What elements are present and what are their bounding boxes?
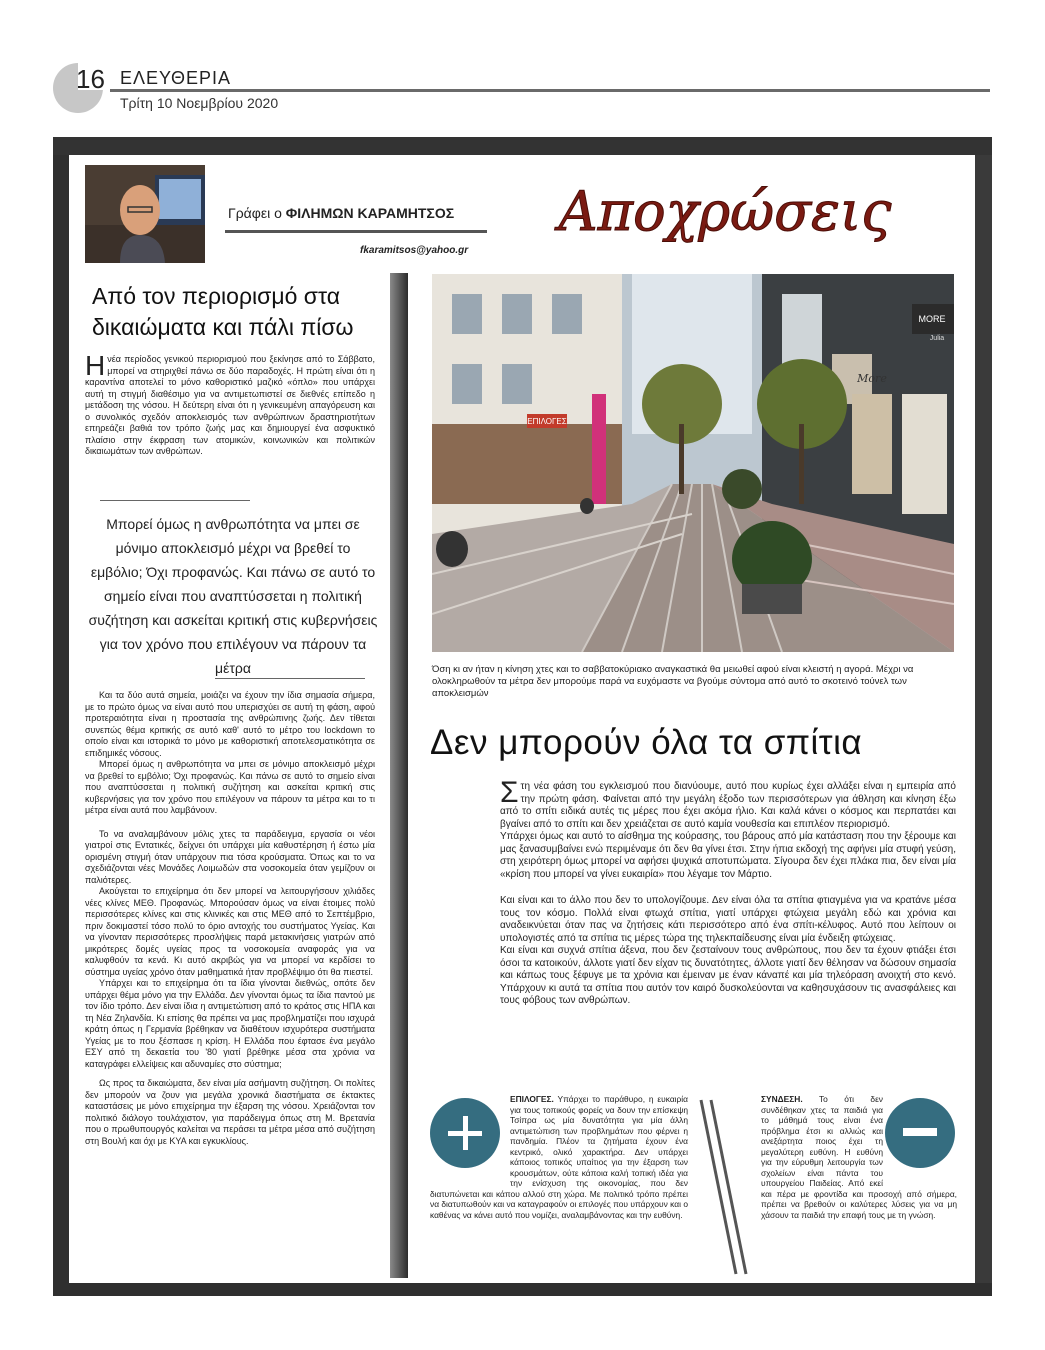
byline-prefix: Γράφει ο [228, 205, 286, 221]
separator [215, 678, 365, 679]
article1-body [85, 690, 375, 1147]
article2-paragraph-4: Και είναι και συχνά σπίτια άξενα, που δεν ζεσταίνουν τους ανθρώπους, που δεν τα έχουν φτιάξει έτσι όσοι τα κατοικούν, άλλοτε γιατί δεν είχαν τις δυνατότητες, άλλοτε γιατί δεν θέλησαν να δώσουν σημασία και κάπως τους ξέφυγε με τα χρόνια και έμειναν με έναν κάναπέ και μία τηλεόραση ανοιχτή στο κενό. Υπάρχουν κι αυτά τα σπίτια που αυτόν τον καιρό δυσκολεύονται να καθησυχάσουν τις ανασφάλειες και τους φόβους των ανθρώπων. [500, 945, 956, 1006]
article1-title-line2: δικαιώματα και πάλι πίσω [92, 314, 354, 340]
author-photo [85, 165, 205, 263]
right-frame-bar [975, 155, 992, 1295]
article1-title-line1: Από τον περιορισμό στα [92, 283, 341, 309]
paragraph-spacer [85, 817, 375, 829]
shop-sign: ΕΠΙΛΟΓΕΣ [527, 417, 567, 426]
article1-lead-text: νέα περίοδος γενικού περιορισμού που ξεκίνησε από το Σάββατο, μπορεί να στηριχθεί πάνω σε δύο παραδοχές. Η πρώτη είναι ότι η καραντίνα αποτελεί το μόνο καθοριστικό μαζικό «όπλο» που υπάρχει αυτή τη στιγμή διαθέσιμο για να αντιμετωπιστεί σε διεθνές επίπεδο η μετάδοση της νόσου. Η δεύτερη είναι ότι η γενικευμένη απαγόρευση και ο συνολικός σχεδόν αποκλεισμός των ανθρώπινων δραστηριοτήτων επηρεάζει βαθιά τον τρόπο ζωής μας και δημιουργεί ένα ασφυκτικό πλαίσιο στην έκφραση των ατομικών, κοινωνικών και πολιτικών δικαιωμάτων των ανθρώπων. [85, 354, 375, 456]
minus-box-text: Το ότι δεν συνδέθηκαν χτες τα παιδιά για το μάθημά τους είναι ένα πρόβλημα έτσι κι αλλιώς και ανεξάρτητα ποιος έχει τη μεγαλύτερη ευθύνη. Η ευθύνη για την εύρυθμη λειτουργία των σχολείων είναι πάντα του υπουργείου Παιδείας. Από εκεί και πέρα με φροντίδα και προσοχή από σήμερα, πρέπει να βρεθούν οι καλύτερες λύσεις για να μη χάσουν τα παιδιά την επαφή τους με τη γνώση. [761, 1094, 957, 1220]
byline [228, 205, 454, 221]
article1-lead [85, 350, 375, 458]
author-name: ΦΙΛΗΜΩΝ ΚΑΡΑΜΗΤΣΟΣ [285, 205, 455, 221]
article2-paragraph-3: Και είναι και το άλλο που δεν το υπολογίζουμε. Δεν είναι όλα τα σπίτια φτιαγμένα για να κρατάνε μέσα τους τον κόσμο. Πολλά είναι φτωχά σπίτια, γιατί υπάρχει φτώχεια μεγάλη εδώ και χρόνια και αναδεικνύεται όταν πας να ζητήσεις κάτι περισσότερο από ένα σπίτι-κέλυφος. Αυτό που λείπουν οι υπολογιστές από τα σπίτια τις μέρες τώρα της τηλεκπαίδευσης είναι μία ένδειξη φτώχειας. [500, 895, 956, 944]
newspaper-name: ΕΛΕΥΘΕΡΙΑ [120, 68, 232, 88]
header-rule [110, 89, 990, 92]
separator [100, 500, 250, 501]
top-frame-bar [53, 137, 992, 155]
article2-paragraph-2: Υπάρχει όμως και αυτό το αίσθημα της κούρασης, του βάρους από μία κατάσταση που την ξέρουμε και μας ξανασυμβαίνει ενώ περιμέναμε ότι δεν θα γίνει έτσι. Στην ήπια εκδοχή της αφήνει μία στυφή γεύση, στη χειρότερη όμως μπορεί να αφήσει ψυχικά αποτυπώματα. Σίγουρα δεν έχει πλάκα πια, δεν είναι μία «κρίση που μπορεί να γίνει ευκαιρία» που λέγαμε τον Μάρτιο. [500, 831, 956, 880]
article1-title [92, 281, 392, 343]
text-wrap-spacer [430, 1094, 510, 1180]
byline-rule [225, 230, 487, 233]
left-frame-bar [53, 155, 69, 1295]
street-photo [432, 274, 954, 652]
article2-dropcap: Σ [500, 776, 519, 809]
article2-paragraph-1: τη νέα φάση του εγκλεισμού που διανύουμε, αυτό που κυρίως έχει αλλάξει είναι η εμπειρία από την πρώτη φάση. Φαίνεται από την μεγάλη έξοδο των περισσότερων για άθληση και κίνηση έξω από το σπίτι ειδικά αυτές τις μέρες που έχει ακόμα ήλιο. Και καλά κάνει ο κόσμος και περπατάει και βγαίνει από το σπίτι και δεν χρειάζεται σε αυτό καμία νουθεσία και επιπλέον περιορισμό. [500, 781, 956, 830]
pull-quote: Μπορεί όμως η ανθρωπότητα να μπει σε μόνιμο αποκλεισμό μέχρι να βρεθεί το εμβόλιο; Όχι προφανώς. Και πάνω σε αυτό το σημείο είναι που αναπτύσσεται η πολιτική συζήτηση και ασκείται κριτική στις κυβερνήσεις για τον χρόνο που επιλέγουν να πάρουν τα μέτρα [88, 516, 378, 676]
minus-icon [885, 1098, 955, 1168]
article2-title: Δεν μπορούν όλα τα σπίτια [430, 723, 863, 762]
bottom-frame-bar [53, 1283, 992, 1296]
article1-dropcap: Η [85, 350, 106, 381]
page-number: 16 [76, 64, 105, 94]
paragraph: Και τα δύο αυτά σημεία, μοιάζει να έχουν την ίδια σημασία σήμερα, με το πρώτο όμως να είναι αυτό που υπερισχύει σε αυτή τη φάση, αφού προτεραιότητα είναι η προστασία της ανθρώπινης ζωής. Δεν τίθεται συνεπώς θέμα κριτικής σε αυτό καθ' αυτό το μέτρο του lockdown το οποίο είναι και ιστορικά το μόνο με καθοριστική αποτελεσματικότητα σε επιδημικές νόσους. [85, 690, 375, 758]
plus-box [430, 1094, 688, 1220]
paragraph-spacer [85, 1070, 375, 1078]
photo-caption: Όση κι αν ήταν η κίνηση χτες και το σαββατοκύριακο αναγκαστικά θα μειωθεί αφού είναι κλειστή η αγορά. Μέχρι να ολοκληρωθούν τα μέτρα δεν μπορούμε παρά να ευχόμαστε να βγούμε σύντομα από αυτό το σκοτεινό τούνελ των αποκλεισμών [432, 664, 914, 699]
column-logo-text: Αποχρώσεις [558, 180, 892, 243]
paragraph-spacer [500, 881, 956, 895]
paragraph: Μπορεί όμως η ανθρωπότητα να μπει σε μόνιμο αποκλεισμό μέχρι να βρεθεί το εμβόλιο; Όχι προφανώς. Και πάνω σε αυτό το σημείο είναι που αναπτύσσεται η πολιτική συζήτηση και ασκείται κριτική στις κυβερνήσεις για τον χρόνο που επιλέγουν να πάρουν τα μέτρα και το τι μέτρα είναι αυτά που λαμβάνουν. [85, 759, 375, 815]
diagonal-divider [696, 1096, 752, 1278]
author-email[interactable]: fkaramitsos@yahoo.gr [360, 245, 469, 256]
issue-date: Τρίτη 10 Νοεμβρίου 2020 [120, 95, 279, 111]
column-divider-bar [390, 273, 408, 1278]
paragraph: Ως προς τα δικαιώματα, δεν είναι μία ασήμαντη συζήτηση. Οι πολίτες δεν μπορούν να ζουν για μεγάλα χρονικά διαστήματα σε έκτακτες καταστάσεις με μόνο επιχείρημα την έξαρση της νόσου. Χρειάζονται τον πολιτικό διάλογο τουλάχιστον, για παράδειγμα όπως στη Μ. Βρετανία που ο πρωθυπουργός καλείται να περάσει τα μέτρα μέσα από συζήτηση στη Βουλή και όχι με ΚΥΑ και εγκυκλίους. [85, 1078, 375, 1146]
paragraph: Το να αναλαμβάνουν μόλις χτες τα παράδειγμα, εργασία οι νέοι γιατροί στις Εντατικές, δείχνει ότι υπάρχει μία καθυστέρηση ή έστω μία ορισμένη στιγμή όταν υπάρχουν πια τόσα κρούσματα. Όπως και το να σχεδιάζονται νέες Μονάδες Λοιμωδών στα νοσοκομεία όταν γεμίζουν οι παλιότερες. [85, 828, 375, 885]
plus-box-text: Υπάρχει το παράθυρο, η ευκαιρία για τους τοπικούς φορείς να δουν την επίσκεψη Τσίπρα ως μία δυνατότητα για μία άλλη αντιμετώπιση των προβλημάτων που φέρνει η πανδημία. Πλέον τα ζητήματα έχουν ένα κεντρικό, ολικό χαρακτήρα. Δεν υπάρχει κάποιος τοπικός υπαίτιος για την έξαρση των κρουσμάτων, ούτε κάποια καλή τοπική ιδέα για την ενίσχυση της οικονομίας, που δεν διατυπώνεται και κάπου αλλού στη χώρα. Με πολιτικό τρόπο πρέπει να διατυπωθούν και να καταγραφούν οι επιλογές που υπάρχουν και ο καθένας να κάνει αυτό που νομίζει, αναλαμβάνοντας και την ευθύνη. [430, 1094, 688, 1220]
article2-body [500, 776, 956, 1008]
plus-box-label: ΕΠΙΛΟΓΕΣ. [510, 1094, 554, 1104]
paragraph: Υπάρχει και το επιχείρημα ότι τα ίδια γίνονται διεθνώς, οπότε δεν υπάρχει θέμα μόνο για την Ελλάδα. Δεν γίνονται όμως τα ίδια παντού με τον ίδιο τρόπο. Δεν είναι ίδια η αντιμετώπιση από το κράτος στις ΗΠΑ και τη Νέα Ζηλανδία. Κι επίσης θα πρέπει να μας προβληματίζει που ισχυρά κράτη όπως η Γερμανία βρέθηκαν να διαθέτουν ισχυρότερα συστήματα Υγείας με το που ξέσπασε η κρίση. Η Ελλάδα που έφτασε ένα μεγάλο ΕΣΥ από τη δεκαετία του '80 γιατί βρέθηκε μέσα στα χρόνια να καταγράφει ελλείψεις και αδυναμίες στο σύστημα; [85, 978, 375, 1069]
shop-sign: Julia [929, 335, 945, 342]
paragraph: Ακούγεται το επιχείρημα ότι δεν μπορεί να λειτουργήσουν χιλιάδες νέες κλίνες ΜΕΘ. Προφανώς. Μπορούσαν όμως να είναι έτοιμες πολύ περισσότερες κλίνες και στις κλινικές και στις ΜΕΘ από το Σεπτέμβριο, πριν δοκιμαστεί τόσο πολύ το όριο αντοχής του συστήματος Υγείας. Και να γίνονταν περισσότερες προσλήψεις παρά μετακινήσεις γιατρών από μικρότερες δομές υγείας προς τα νοσοκομεία αναφοράς για να καλυφθούν τα κενά. Κι αυτό ακριβώς για να μπορεί να κερδίσει το σύστημα υγείας χρόνο όταν μαθηματικά ήταν προβλέψιμο ότι θα πιεστεί. [85, 886, 375, 977]
column-logo [530, 172, 920, 252]
minus-box-label: ΣΥΝΔΕΣΗ. [761, 1094, 803, 1104]
shop-sign: MORE [918, 314, 946, 324]
shop-sign: More [857, 372, 887, 385]
